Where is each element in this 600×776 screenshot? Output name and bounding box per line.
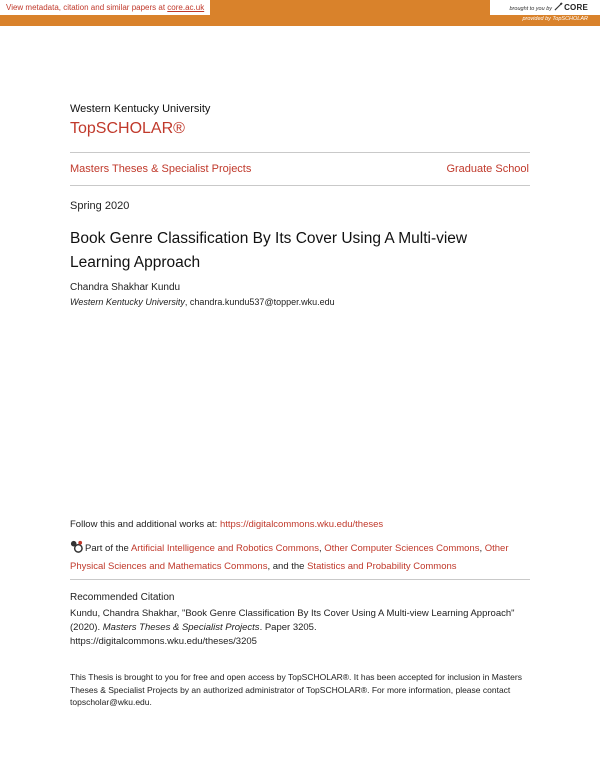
commons-link-physical-sciences[interactable]: Other Physical Sciences and Mathematics Commons [70, 543, 509, 572]
core-brand [490, 0, 600, 15]
part-of-line [70, 540, 530, 575]
citation-line: Kundu, Chandra Shakhar, "Book Genre Classification By Its Cover Using A Multi-view Learning Approach" (2020). [70, 608, 515, 633]
part-of-label: Part of the [85, 543, 129, 554]
separator: , and the [267, 561, 305, 572]
core-metadata-text: View metadata, citation and similar papers at [6, 3, 166, 12]
commons-link-computer-sciences[interactable]: Other Computer Sciences Commons [324, 543, 480, 554]
access-notice: This Thesis is brought to you for free and open access by TopSCHOLAR®. It has been accepted for inclusion in Masters Theses & Specialist Projects by an authorized administrator of TopSCHOLAR®. For more information, please contact topscholar@wku.edu. [70, 672, 522, 707]
citation-heading: Recommended Citation [70, 592, 175, 603]
publication-date: Spring 2020 [70, 200, 130, 212]
follow-label: Follow this and additional works at: [70, 519, 218, 530]
commons-link-ai-robotics[interactable]: Artificial Intelligence and Robotics Commons [130, 543, 319, 554]
author-email: , chandra.kundu537@topper.wku.edu [184, 297, 335, 307]
graduate-school-link[interactable]: Graduate School [446, 163, 529, 175]
affiliation-name: Western Kentucky University [70, 297, 185, 307]
core-banner [0, 0, 600, 26]
citation-series: Masters Theses & Specialist Projects [102, 622, 260, 633]
core-logo-icon [554, 6, 565, 12]
repository-name[interactable]: TopSCHOLAR® [70, 120, 185, 137]
core-logo[interactable]: CORE [564, 3, 588, 12]
citation-paper: . Paper 3205. [259, 622, 317, 633]
institution-name: Western Kentucky University [70, 103, 211, 115]
divider [70, 152, 530, 153]
author-name: Chandra Shakhar Kundu [70, 282, 181, 293]
divider [70, 579, 530, 580]
author-affiliation [70, 297, 335, 307]
commons-link-statistics[interactable]: Statistics and Probability Commons [307, 561, 457, 572]
separator: , [318, 543, 322, 554]
provided-by-text: provided by TopSCHOLAR [522, 16, 588, 22]
core-link[interactable]: core.ac.uk [167, 3, 205, 12]
core-metadata-note [0, 0, 210, 15]
brought-by-text: brought to you by [509, 6, 553, 12]
citation-text [70, 607, 532, 649]
separator: , [479, 543, 483, 554]
divider [70, 185, 530, 186]
commons-network-icon [70, 540, 83, 559]
follow-line [70, 519, 383, 530]
series-link[interactable]: Masters Theses & Specialist Projects [70, 163, 252, 175]
follow-link[interactable]: https://digitalcommons.wku.edu/theses [219, 519, 384, 530]
document-title: Book Genre Classification By Its Cover Using A Multi-view Learning Approach [70, 230, 468, 271]
citation-url: https://digitalcommons.wku.edu/theses/3205 [70, 636, 257, 647]
